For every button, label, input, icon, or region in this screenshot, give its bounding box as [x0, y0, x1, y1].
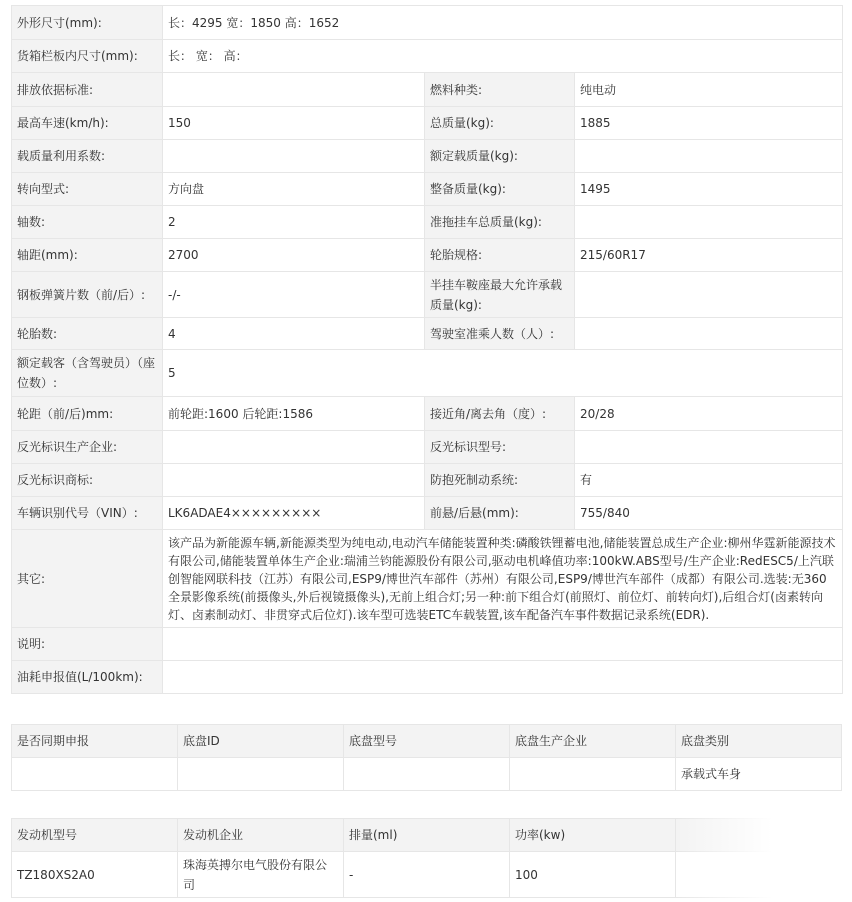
table-row — [12, 318, 843, 350]
spec-value: 20/28 — [575, 397, 843, 431]
spec-value — [163, 661, 843, 694]
table-cell: - — [344, 852, 510, 898]
spec-label: 半挂车鞍座最大允许承载质量(kg): — [425, 272, 575, 318]
spec-value — [163, 73, 425, 107]
column-header: 是否同期申报 — [12, 725, 178, 758]
spec-label: 排放依据标准: — [12, 73, 163, 107]
vehicle-spec-table — [11, 5, 843, 694]
spec-label: 货箱栏板内尺寸(mm): — [12, 40, 163, 73]
column-header: 发动机企业 — [178, 819, 344, 852]
table-row — [12, 173, 843, 206]
table-cell: 100 — [510, 852, 676, 898]
spec-label: 车辆识别代号（VIN）: — [12, 497, 163, 530]
spec-value: 前轮距:1600 后轮距:1586 — [163, 397, 425, 431]
spec-label: 其它: — [12, 530, 163, 628]
spec-value: 纯电动 — [575, 73, 843, 107]
column-header: 排量(ml) — [344, 819, 510, 852]
table-row — [12, 272, 843, 318]
spec-value: 2700 — [163, 239, 425, 272]
spec-label: 轮胎数: — [12, 318, 163, 350]
table-row — [12, 40, 843, 73]
table-cell — [178, 758, 344, 791]
spec-value — [163, 464, 425, 497]
table-row — [12, 73, 843, 107]
table-row — [12, 530, 843, 628]
table-row — [12, 206, 843, 239]
spec-value: 长： 宽： 高： — [163, 40, 843, 73]
spec-value — [163, 628, 843, 661]
table-row — [12, 397, 843, 431]
spec-label: 油耗申报值(L/100km): — [12, 661, 163, 694]
spec-label: 额定载客（含驾驶员）（座位数）: — [12, 350, 163, 397]
table-row — [12, 140, 843, 173]
spec-label: 反光标识型号: — [425, 431, 575, 464]
spec-label: 准拖挂车总质量(kg): — [425, 206, 575, 239]
column-header: 底盘生产企业 — [510, 725, 676, 758]
spec-value: 4 — [163, 318, 425, 350]
spec-label: 额定载质量(kg): — [425, 140, 575, 173]
spec-label: 反光标识生产企业: — [12, 431, 163, 464]
spec-label: 反光标识商标: — [12, 464, 163, 497]
table-header-row — [12, 725, 842, 758]
spec-value: -/- — [163, 272, 425, 318]
spec-value: 215/60R17 — [575, 239, 843, 272]
spec-value: 5 — [163, 350, 843, 397]
spec-label: 轮胎规格: — [425, 239, 575, 272]
spec-label: 转向型式: — [12, 173, 163, 206]
spec-label: 外形尺寸(mm): — [12, 6, 163, 40]
table-row — [12, 464, 843, 497]
table-row — [12, 628, 843, 661]
table-row — [12, 497, 843, 530]
table-row — [12, 6, 843, 40]
spec-label: 整备质量(kg): — [425, 173, 575, 206]
column-header: 底盘ID — [178, 725, 344, 758]
spec-value: 有 — [575, 464, 843, 497]
spec-label: 接近角/离去角（度）: — [425, 397, 575, 431]
column-header: 发动机型号 — [12, 819, 178, 852]
fade-overlay — [676, 818, 852, 902]
spec-value: 1885 — [575, 107, 843, 140]
spec-label: 轴距(mm): — [12, 239, 163, 272]
spec-label: 轮距（前/后)mm: — [12, 397, 163, 431]
table-row — [12, 758, 842, 791]
spec-value: 长：4295 宽：1850 高：1652 — [163, 6, 843, 40]
column-header: 功率(kw) — [510, 819, 676, 852]
spec-value: 150 — [163, 107, 425, 140]
spec-value — [575, 318, 843, 350]
spec-label: 防抱死制动系统: — [425, 464, 575, 497]
spec-value: LK6ADAE4××××××××× — [163, 497, 425, 530]
spec-label: 总质量(kg): — [425, 107, 575, 140]
table-row — [12, 350, 843, 397]
table-cell: TZ180XS2A0 — [12, 852, 178, 898]
column-header: 底盘型号 — [344, 725, 510, 758]
table-cell: 珠海英搏尔电气股份有限公司 — [178, 852, 344, 898]
spec-label: 燃料种类: — [425, 73, 575, 107]
spec-value: 755/840 — [575, 497, 843, 530]
column-header: 底盘类别 — [676, 725, 842, 758]
spec-value — [163, 431, 425, 464]
spec-value — [575, 140, 843, 173]
spec-label: 轴数: — [12, 206, 163, 239]
table-row — [12, 239, 843, 272]
table-row — [12, 431, 843, 464]
spec-value: 方向盘 — [163, 173, 425, 206]
table-cell — [12, 758, 178, 791]
spec-label: 载质量利用系数: — [12, 140, 163, 173]
spec-label: 钢板弹簧片数（前/后）: — [12, 272, 163, 318]
spec-value: 2 — [163, 206, 425, 239]
chassis-table — [11, 724, 842, 791]
spec-value: 1495 — [575, 173, 843, 206]
spec-value — [575, 272, 843, 318]
spec-label: 最高车速(km/h): — [12, 107, 163, 140]
spec-label: 说明: — [12, 628, 163, 661]
table-cell — [510, 758, 676, 791]
table-row — [12, 661, 843, 694]
table-row — [12, 107, 843, 140]
table-cell: 承载式车身 — [676, 758, 842, 791]
spec-value — [163, 140, 425, 173]
spec-value — [575, 206, 843, 239]
spec-value: 该产品为新能源车辆,新能源类型为纯电动,电动汽车储能装置种类:磷酸铁锂蓄电池,储能装置总成生产企业:柳州华霆新能源技术有限公司,储能装置单体生产企业:瑞浦兰钧能源股份有限公司,驱动电机峰值功率:100kW.ABS型号/生产企业:RedESC5/上汽联创智能网联科技（江苏）有限公司,ESP9/博世汽车部件（苏州）有限公司,ESP9/博世汽车部件（成都）有限公司.选装:无360全景影像系统(前摄像头,外后视镜摄像头),无前上组合灯;另一种:前下组合灯(前照灯、前位灯、前转向灯),后组合灯(卤素转向灯、卤素制动灯、非贯穿式后位灯).该车型可选装ETC车载装置,该车配备汽车事件数据记录系统(EDR). — [163, 530, 843, 628]
spec-value — [575, 431, 843, 464]
table-cell — [344, 758, 510, 791]
spec-label: 前悬/后悬(mm): — [425, 497, 575, 530]
spec-label: 驾驶室准乘人数（人）: — [425, 318, 575, 350]
